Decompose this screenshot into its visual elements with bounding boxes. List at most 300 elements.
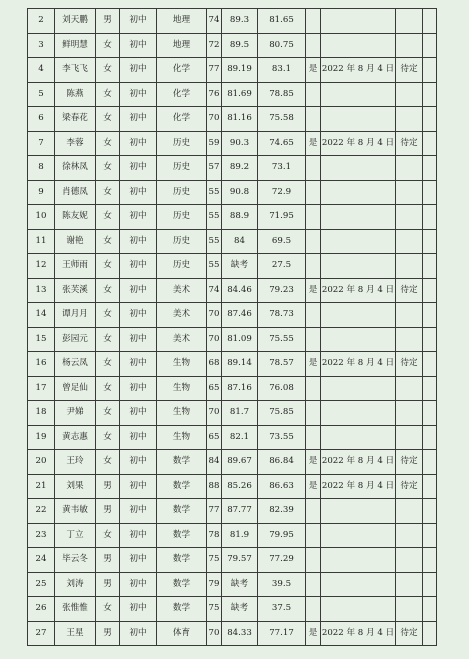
blank-cell <box>423 58 437 83</box>
total-score-cell: 78.57 <box>258 352 306 377</box>
table-row <box>28 352 437 377</box>
gender-cell: 女 <box>96 254 120 279</box>
table-body <box>28 9 437 646</box>
table-row <box>28 621 437 646</box>
blank-cell <box>423 425 437 450</box>
row-number-cell: 15 <box>28 327 55 352</box>
date-cell: 2022 年 8 月 4 日 <box>321 58 396 83</box>
name-cell: 尹娣 <box>55 401 96 426</box>
total-score-cell: 73.1 <box>258 156 306 181</box>
table-row <box>28 499 437 524</box>
total-score-cell: 77.29 <box>258 548 306 573</box>
gender-cell: 女 <box>96 303 120 328</box>
name-cell: 张惟惟 <box>55 597 96 622</box>
status-cell <box>396 303 423 328</box>
blank-cell <box>423 107 437 132</box>
gender-cell: 女 <box>96 33 120 58</box>
blank-cell <box>423 82 437 107</box>
gender-cell: 女 <box>96 278 120 303</box>
total-score-cell: 75.85 <box>258 401 306 426</box>
level-cell: 初中 <box>120 58 157 83</box>
row-number-cell: 11 <box>28 229 55 254</box>
subject-cell: 历史 <box>157 156 207 181</box>
blank-cell <box>423 131 437 156</box>
total-score-cell: 75.55 <box>258 327 306 352</box>
date-cell <box>321 499 396 524</box>
total-score-cell: 81.65 <box>258 9 306 34</box>
row-number-cell: 8 <box>28 156 55 181</box>
gender-cell: 女 <box>96 82 120 107</box>
subject-cell: 数学 <box>157 597 207 622</box>
status-cell: 待定 <box>396 278 423 303</box>
total-score-cell: 80.75 <box>258 33 306 58</box>
date-cell <box>321 9 396 34</box>
level-cell: 初中 <box>120 278 157 303</box>
interview-score-cell: 缺考 <box>222 597 258 622</box>
gender-cell: 女 <box>96 352 120 377</box>
table-row <box>28 425 437 450</box>
row-number-cell: 13 <box>28 278 55 303</box>
total-score-cell: 77.17 <box>258 621 306 646</box>
gender-cell: 女 <box>96 376 120 401</box>
level-cell: 初中 <box>120 621 157 646</box>
level-cell: 初中 <box>120 450 157 475</box>
shortlisted-cell: 是 <box>306 278 321 303</box>
subject-cell: 数学 <box>157 474 207 499</box>
blank-cell <box>423 33 437 58</box>
row-number-cell: 17 <box>28 376 55 401</box>
name-cell: 李蓉 <box>55 131 96 156</box>
name-cell: 谭月月 <box>55 303 96 328</box>
interview-score-cell: 81.16 <box>222 107 258 132</box>
name-cell: 陈燕 <box>55 82 96 107</box>
level-cell: 初中 <box>120 425 157 450</box>
table-row <box>28 303 437 328</box>
status-cell: 待定 <box>396 58 423 83</box>
interview-score-cell: 84.46 <box>222 278 258 303</box>
date-cell <box>321 523 396 548</box>
name-cell: 陈友妮 <box>55 205 96 230</box>
blank-cell <box>423 352 437 377</box>
level-cell: 初中 <box>120 33 157 58</box>
gender-cell: 女 <box>96 58 120 83</box>
name-cell: 曾足仙 <box>55 376 96 401</box>
blank-cell <box>423 205 437 230</box>
level-cell: 初中 <box>120 205 157 230</box>
name-cell: 黄志惠 <box>55 425 96 450</box>
blank-cell <box>423 474 437 499</box>
name-cell: 王星 <box>55 621 96 646</box>
date-cell <box>321 425 396 450</box>
written-score-cell: 57 <box>207 156 222 181</box>
date-cell <box>321 33 396 58</box>
shortlisted-cell: 是 <box>306 474 321 499</box>
status-cell <box>396 572 423 597</box>
date-cell: 2022 年 8 月 4 日 <box>321 621 396 646</box>
shortlisted-cell <box>306 425 321 450</box>
level-cell: 初中 <box>120 376 157 401</box>
blank-cell <box>423 278 437 303</box>
row-number-cell: 7 <box>28 131 55 156</box>
written-score-cell: 68 <box>207 352 222 377</box>
row-number-cell: 4 <box>28 58 55 83</box>
date-cell: 2022 年 8 月 4 日 <box>321 450 396 475</box>
row-number-cell: 5 <box>28 82 55 107</box>
written-score-cell: 55 <box>207 229 222 254</box>
shortlisted-cell <box>306 572 321 597</box>
subject-cell: 数学 <box>157 499 207 524</box>
results-table <box>27 8 437 646</box>
date-cell: 2022 年 8 月 4 日 <box>321 278 396 303</box>
name-cell: 彭园元 <box>55 327 96 352</box>
status-cell <box>396 327 423 352</box>
blank-cell <box>423 597 437 622</box>
total-score-cell: 78.73 <box>258 303 306 328</box>
shortlisted-cell <box>306 499 321 524</box>
blank-cell <box>423 327 437 352</box>
row-number-cell: 9 <box>28 180 55 205</box>
total-score-cell: 27.5 <box>258 254 306 279</box>
written-score-cell: 75 <box>207 597 222 622</box>
status-cell: 待定 <box>396 450 423 475</box>
shortlisted-cell <box>306 254 321 279</box>
written-score-cell: 75 <box>207 548 222 573</box>
level-cell: 初中 <box>120 303 157 328</box>
name-cell: 王师雨 <box>55 254 96 279</box>
row-number-cell: 22 <box>28 499 55 524</box>
blank-cell <box>423 156 437 181</box>
name-cell: 刘涛 <box>55 572 96 597</box>
name-cell: 谢艳 <box>55 229 96 254</box>
shortlisted-cell: 是 <box>306 131 321 156</box>
status-cell <box>396 523 423 548</box>
gender-cell: 男 <box>96 499 120 524</box>
total-score-cell: 72.9 <box>258 180 306 205</box>
row-number-cell: 18 <box>28 401 55 426</box>
subject-cell: 体育 <box>157 621 207 646</box>
interview-score-cell: 81.9 <box>222 523 258 548</box>
level-cell: 初中 <box>120 352 157 377</box>
interview-score-cell: 88.9 <box>222 205 258 230</box>
written-score-cell: 59 <box>207 131 222 156</box>
written-score-cell: 74 <box>207 9 222 34</box>
table-row <box>28 58 437 83</box>
level-cell: 初中 <box>120 107 157 132</box>
subject-cell: 数学 <box>157 548 207 573</box>
shortlisted-cell <box>306 597 321 622</box>
written-score-cell: 70 <box>207 107 222 132</box>
status-cell <box>396 376 423 401</box>
subject-cell: 生物 <box>157 425 207 450</box>
interview-score-cell: 85.26 <box>222 474 258 499</box>
date-cell: 2022 年 8 月 4 日 <box>321 352 396 377</box>
status-cell <box>396 205 423 230</box>
subject-cell: 美术 <box>157 278 207 303</box>
table-row <box>28 327 437 352</box>
date-cell <box>321 180 396 205</box>
row-number-cell: 3 <box>28 33 55 58</box>
level-cell: 初中 <box>120 229 157 254</box>
row-number-cell: 23 <box>28 523 55 548</box>
date-cell: 2022 年 8 月 4 日 <box>321 131 396 156</box>
table-row <box>28 401 437 426</box>
table-row <box>28 229 437 254</box>
interview-score-cell: 89.19 <box>222 58 258 83</box>
gender-cell: 女 <box>96 156 120 181</box>
written-score-cell: 84 <box>207 450 222 475</box>
subject-cell: 历史 <box>157 254 207 279</box>
table-row <box>28 131 437 156</box>
interview-score-cell: 81.69 <box>222 82 258 107</box>
blank-cell <box>423 499 437 524</box>
date-cell <box>321 82 396 107</box>
gender-cell: 女 <box>96 597 120 622</box>
gender-cell: 男 <box>96 572 120 597</box>
subject-cell: 地理 <box>157 9 207 34</box>
gender-cell: 男 <box>96 9 120 34</box>
gender-cell: 女 <box>96 229 120 254</box>
subject-cell: 美术 <box>157 303 207 328</box>
written-score-cell: 55 <box>207 180 222 205</box>
date-cell <box>321 229 396 254</box>
shortlisted-cell: 是 <box>306 58 321 83</box>
level-cell: 初中 <box>120 156 157 181</box>
table-row <box>28 82 437 107</box>
written-score-cell: 55 <box>207 254 222 279</box>
row-number-cell: 27 <box>28 621 55 646</box>
level-cell: 初中 <box>120 499 157 524</box>
blank-cell <box>423 9 437 34</box>
subject-cell: 历史 <box>157 131 207 156</box>
interview-score-cell: 89.14 <box>222 352 258 377</box>
date-cell <box>321 303 396 328</box>
table-row <box>28 376 437 401</box>
gender-cell: 女 <box>96 107 120 132</box>
subject-cell: 历史 <box>157 180 207 205</box>
shortlisted-cell <box>306 376 321 401</box>
level-cell: 初中 <box>120 523 157 548</box>
written-score-cell: 70 <box>207 303 222 328</box>
written-score-cell: 65 <box>207 425 222 450</box>
shortlisted-cell <box>306 548 321 573</box>
gender-cell: 女 <box>96 327 120 352</box>
blank-cell <box>423 180 437 205</box>
status-cell <box>396 9 423 34</box>
status-cell <box>396 156 423 181</box>
interview-score-cell: 81.7 <box>222 401 258 426</box>
gender-cell: 女 <box>96 523 120 548</box>
table-row <box>28 572 437 597</box>
written-score-cell: 72 <box>207 33 222 58</box>
interview-score-cell: 89.3 <box>222 9 258 34</box>
interview-score-cell: 90.3 <box>222 131 258 156</box>
row-number-cell: 12 <box>28 254 55 279</box>
row-number-cell: 6 <box>28 107 55 132</box>
total-score-cell: 37.5 <box>258 597 306 622</box>
blank-cell <box>423 548 437 573</box>
total-score-cell: 86.63 <box>258 474 306 499</box>
total-score-cell: 76.08 <box>258 376 306 401</box>
table-row <box>28 523 437 548</box>
status-cell <box>396 425 423 450</box>
table-row <box>28 450 437 475</box>
level-cell: 初中 <box>120 180 157 205</box>
shortlisted-cell <box>306 523 321 548</box>
row-number-cell: 20 <box>28 450 55 475</box>
total-score-cell: 83.1 <box>258 58 306 83</box>
table-row <box>28 597 437 622</box>
status-cell <box>396 548 423 573</box>
row-number-cell: 26 <box>28 597 55 622</box>
shortlisted-cell <box>306 180 321 205</box>
subject-cell: 化学 <box>157 107 207 132</box>
blank-cell <box>423 401 437 426</box>
written-score-cell: 65 <box>207 376 222 401</box>
status-cell <box>396 82 423 107</box>
total-score-cell: 75.58 <box>258 107 306 132</box>
name-cell: 丁立 <box>55 523 96 548</box>
table-row <box>28 156 437 181</box>
row-number-cell: 10 <box>28 205 55 230</box>
shortlisted-cell <box>306 156 321 181</box>
row-number-cell: 14 <box>28 303 55 328</box>
row-number-cell: 16 <box>28 352 55 377</box>
written-score-cell: 70 <box>207 401 222 426</box>
date-cell <box>321 401 396 426</box>
name-cell: 王玲 <box>55 450 96 475</box>
gender-cell: 女 <box>96 425 120 450</box>
interview-score-cell: 87.77 <box>222 499 258 524</box>
interview-score-cell: 84 <box>222 229 258 254</box>
interview-score-cell: 90.8 <box>222 180 258 205</box>
subject-cell: 数学 <box>157 572 207 597</box>
total-score-cell: 78.85 <box>258 82 306 107</box>
row-number-cell: 24 <box>28 548 55 573</box>
shortlisted-cell: 是 <box>306 621 321 646</box>
table-row <box>28 254 437 279</box>
subject-cell: 化学 <box>157 82 207 107</box>
gender-cell: 女 <box>96 450 120 475</box>
row-number-cell: 19 <box>28 425 55 450</box>
shortlisted-cell <box>306 33 321 58</box>
date-cell <box>321 376 396 401</box>
subject-cell: 生物 <box>157 376 207 401</box>
shortlisted-cell <box>306 401 321 426</box>
table-row <box>28 9 437 34</box>
status-cell <box>396 33 423 58</box>
gender-cell: 女 <box>96 131 120 156</box>
date-cell: 2022 年 8 月 4 日 <box>321 474 396 499</box>
total-score-cell: 86.84 <box>258 450 306 475</box>
written-score-cell: 79 <box>207 572 222 597</box>
blank-cell <box>423 523 437 548</box>
shortlisted-cell <box>306 9 321 34</box>
date-cell <box>321 205 396 230</box>
level-cell: 初中 <box>120 548 157 573</box>
total-score-cell: 74.65 <box>258 131 306 156</box>
interview-score-cell: 89.2 <box>222 156 258 181</box>
table-row <box>28 278 437 303</box>
subject-cell: 数学 <box>157 523 207 548</box>
blank-cell <box>423 572 437 597</box>
status-cell: 待定 <box>396 474 423 499</box>
name-cell: 张芙溪 <box>55 278 96 303</box>
date-cell <box>321 107 396 132</box>
interview-score-cell: 缺考 <box>222 572 258 597</box>
subject-cell: 美术 <box>157 327 207 352</box>
written-score-cell: 55 <box>207 205 222 230</box>
total-score-cell: 82.39 <box>258 499 306 524</box>
subject-cell: 生物 <box>157 352 207 377</box>
subject-cell: 化学 <box>157 58 207 83</box>
date-cell <box>321 156 396 181</box>
status-cell <box>396 107 423 132</box>
written-score-cell: 88 <box>207 474 222 499</box>
blank-cell <box>423 450 437 475</box>
date-cell <box>321 597 396 622</box>
date-cell <box>321 327 396 352</box>
gender-cell: 女 <box>96 401 120 426</box>
name-cell: 肖德凤 <box>55 180 96 205</box>
total-score-cell: 71.95 <box>258 205 306 230</box>
blank-cell <box>423 621 437 646</box>
table-row <box>28 180 437 205</box>
shortlisted-cell <box>306 82 321 107</box>
table-row <box>28 474 437 499</box>
row-number-cell: 25 <box>28 572 55 597</box>
name-cell: 梁春花 <box>55 107 96 132</box>
level-cell: 初中 <box>120 401 157 426</box>
level-cell: 初中 <box>120 131 157 156</box>
total-score-cell: 39.5 <box>258 572 306 597</box>
total-score-cell: 69.5 <box>258 229 306 254</box>
gender-cell: 女 <box>96 205 120 230</box>
interview-score-cell: 缺考 <box>222 254 258 279</box>
written-score-cell: 78 <box>207 523 222 548</box>
shortlisted-cell <box>306 107 321 132</box>
level-cell: 初中 <box>120 327 157 352</box>
written-score-cell: 70 <box>207 327 222 352</box>
gender-cell: 女 <box>96 180 120 205</box>
gender-cell: 男 <box>96 548 120 573</box>
interview-score-cell: 89.5 <box>222 33 258 58</box>
status-cell <box>396 254 423 279</box>
row-number-cell: 2 <box>28 9 55 34</box>
interview-score-cell: 87.16 <box>222 376 258 401</box>
level-cell: 初中 <box>120 82 157 107</box>
written-score-cell: 77 <box>207 499 222 524</box>
interview-score-cell: 82.1 <box>222 425 258 450</box>
interview-score-cell: 89.67 <box>222 450 258 475</box>
name-cell: 刘果 <box>55 474 96 499</box>
status-cell: 待定 <box>396 621 423 646</box>
subject-cell: 历史 <box>157 229 207 254</box>
total-score-cell: 79.95 <box>258 523 306 548</box>
written-score-cell: 74 <box>207 278 222 303</box>
status-cell: 待定 <box>396 352 423 377</box>
date-cell <box>321 548 396 573</box>
blank-cell <box>423 303 437 328</box>
level-cell: 初中 <box>120 572 157 597</box>
status-cell <box>396 401 423 426</box>
status-cell: 待定 <box>396 131 423 156</box>
interview-score-cell: 79.57 <box>222 548 258 573</box>
shortlisted-cell <box>306 303 321 328</box>
table-row <box>28 548 437 573</box>
subject-cell: 数学 <box>157 450 207 475</box>
total-score-cell: 79.23 <box>258 278 306 303</box>
name-cell: 刘天鹏 <box>55 9 96 34</box>
